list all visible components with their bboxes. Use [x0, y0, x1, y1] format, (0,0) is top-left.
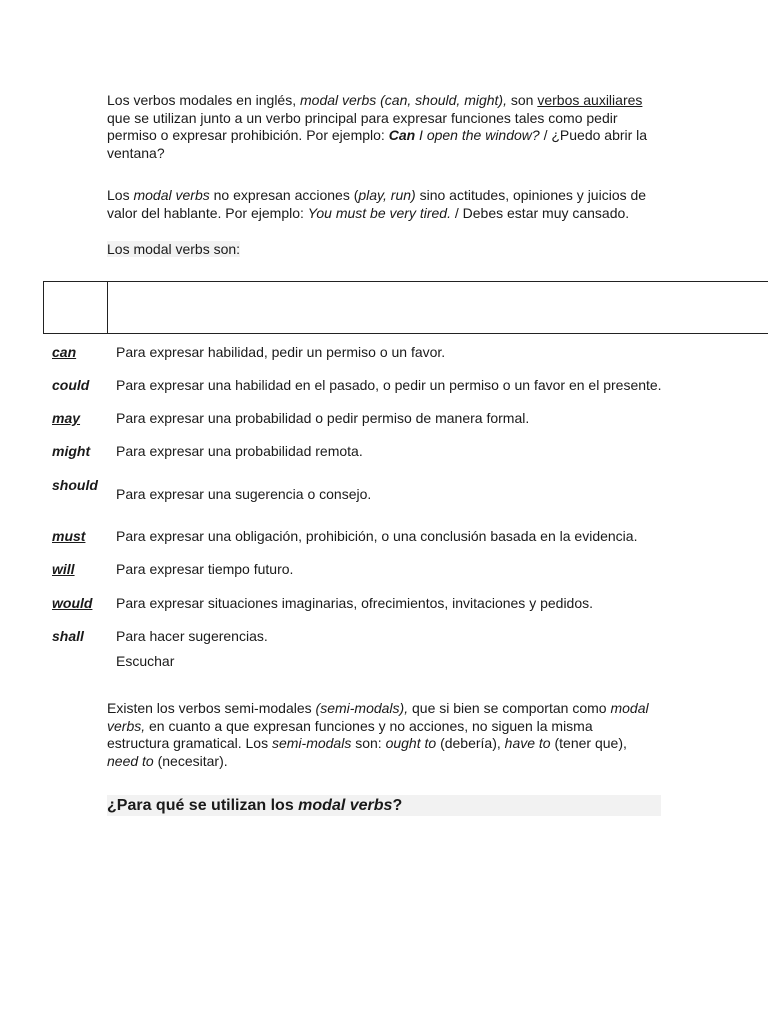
modal-desc-might: Para expresar una probabilidad remota.: [116, 443, 363, 459]
empty-table-box: [43, 281, 768, 334]
modal-desc-may: Para expresar una probabilidad o pedir permiso de manera formal.: [116, 410, 530, 426]
intro-p1-text-3: que se utilizan junto a un verbo principal para expresar funciones tales como pedir permiso o expresar prohibición. Por ejemplo:: [107, 109, 618, 143]
intro-p2-text-2: no expresan acciones (: [209, 187, 359, 203]
intro-p2-italic-play-run: play, run): [358, 187, 416, 203]
intro-p1-italic-modal-verbs: modal verbs (can, should, might),: [300, 92, 507, 108]
semi-italic-semi-modals-2: semi-modals: [271, 735, 352, 751]
intro-p2-italic-example: You must be very tired.: [307, 204, 451, 221]
semi-italic-modal-verbs: modal verbs,: [107, 700, 649, 734]
modal-desc-must: Para expresar una obligación, prohibición, o una conclusión basada en la evidencia.: [116, 528, 638, 544]
modal-word-can[interactable]: can: [52, 344, 77, 360]
intro-p2-italic-modal-verbs: modal verbs: [133, 187, 210, 203]
modal-verbs-list-label: Los modal verbs son:: [107, 241, 241, 257]
modal-word-must[interactable]: must: [52, 528, 86, 544]
semi-italic-have-to: have to: [504, 735, 551, 751]
modal-desc-would: Para expresar situaciones imaginarias, ofrecimientos, invitaciones y pedidos.: [116, 595, 594, 611]
modal-desc-could: Para expresar una habilidad en el pasado, o pedir un permiso o un favor en el presente.: [116, 377, 662, 393]
intro-p2-text-1: Los: [107, 187, 134, 203]
heading-text-1: ¿Para qué se utilizan los: [107, 797, 299, 814]
heading-italic-modal-verbs: modal verbs: [298, 797, 393, 814]
semi-text-6: (tener que),: [550, 735, 627, 751]
verbos-auxiliares-link[interactable]: verbos auxiliares: [537, 92, 643, 108]
intro-p2-text-3: sino actitudes, opiniones y juicios de valor del hablante. Por ejemplo:: [107, 187, 647, 221]
heading-text-2: ?: [392, 797, 403, 814]
semi-text-7: (necesitar).: [153, 752, 228, 769]
modal-desc-can: Para expresar habilidad, pedir un permiso o un favor.: [116, 344, 446, 360]
semi-text-5: (debería),: [436, 735, 505, 751]
intro-p1-bold-can: Can: [388, 127, 416, 143]
semi-text-1: Existen los verbos semi-modales: [107, 700, 316, 716]
semi-italic-ought-to: ought to: [385, 735, 437, 751]
semi-italic-need-to: need to: [107, 752, 154, 769]
modal-desc-shall: Para hacer sugerencias.: [116, 628, 268, 644]
listen-button[interactable]: Escuchar: [116, 653, 175, 669]
semi-text-3: en cuanto a que expresan funciones y no acciones, no siguen la misma estructura gramatical. Los: [107, 717, 593, 751]
section-heading: [107, 795, 661, 816]
semi-text-2: que si bien se comportan como: [408, 700, 611, 716]
modal-word-could: could: [52, 377, 90, 393]
semi-modals-paragraph: [107, 700, 657, 770]
modal-word-will[interactable]: will: [52, 561, 75, 577]
intro-p1-text-1: Los verbos modales en inglés,: [107, 92, 300, 108]
modal-word-should: should: [52, 477, 98, 493]
intro-p1-text-2: son: [506, 92, 538, 108]
semi-text-4: son:: [351, 735, 386, 751]
modal-word-may[interactable]: may: [52, 410, 81, 426]
modal-desc-should: Para expresar una sugerencia o consejo.: [116, 486, 372, 502]
intro-p1-translation: / ¿Puedo abrir la ventana?: [107, 127, 648, 161]
intro-paragraph-1: [107, 92, 667, 162]
intro-p1-italic-example: I open the window?: [415, 127, 544, 143]
semi-italic-semi-modals: (semi-modals),: [315, 700, 409, 716]
intro-p2-translation: / Debes estar muy cansado.: [450, 204, 630, 221]
modal-desc-will: Para expresar tiempo futuro.: [116, 561, 294, 577]
intro-paragraph-2: [107, 187, 667, 222]
modal-word-might: might: [52, 443, 91, 459]
modal-word-shall: shall: [52, 628, 84, 644]
table-cell-divider: [107, 282, 108, 333]
modal-word-would[interactable]: would: [52, 595, 93, 611]
modal-verbs-list-intro: [107, 241, 667, 259]
